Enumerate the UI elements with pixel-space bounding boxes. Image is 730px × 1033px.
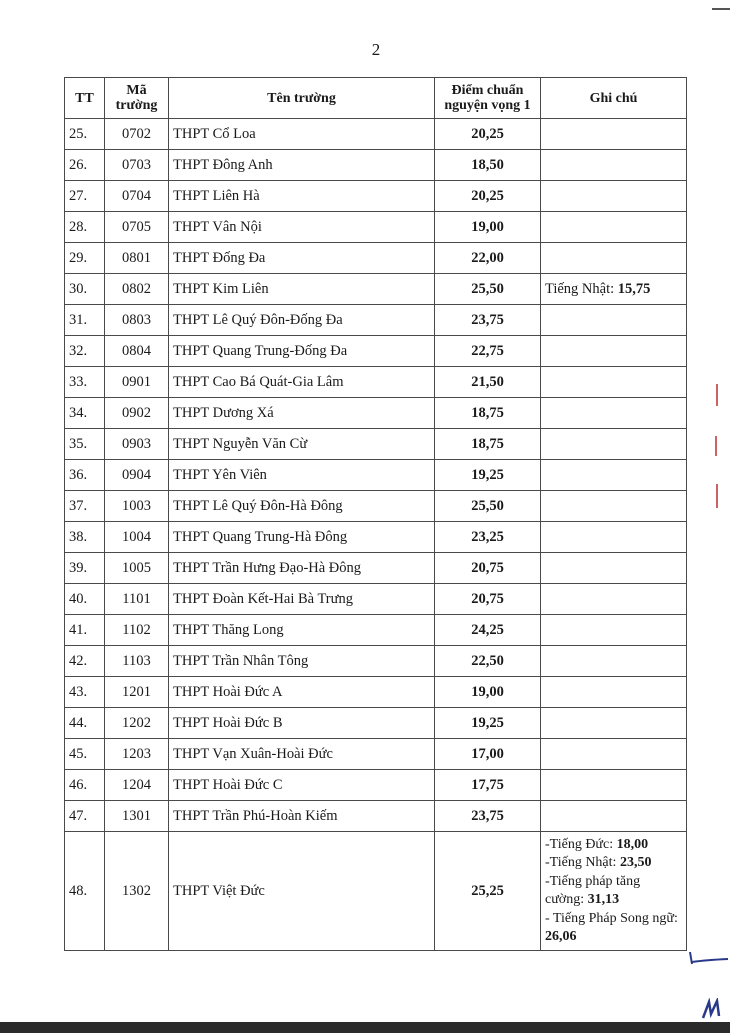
note-line — [545, 836, 682, 855]
cell-tt: 38. — [65, 522, 105, 553]
cell-score: 21,50 — [435, 367, 541, 398]
cell-score: 25,50 — [435, 491, 541, 522]
cell-code: 0903 — [105, 429, 169, 460]
cell-tt: 30. — [65, 274, 105, 305]
cell-note — [541, 522, 687, 553]
cell-name: THPT Lê Quý Đôn-Đống Đa — [169, 305, 435, 336]
cell-name: THPT Quang Trung-Hà Đông — [169, 522, 435, 553]
cell-code: 0705 — [105, 212, 169, 243]
cell-name: THPT Hoài Đức A — [169, 677, 435, 708]
table-row — [65, 584, 687, 615]
cell-tt: 35. — [65, 429, 105, 460]
header-score — [435, 78, 541, 119]
cell-score: 17,00 — [435, 739, 541, 770]
header-code-line2: trường — [115, 98, 158, 113]
cell-code: 1101 — [105, 584, 169, 615]
cell-note — [541, 119, 687, 150]
table-row — [65, 801, 687, 832]
cell-score: 25,50 — [435, 274, 541, 305]
cell-tt: 47. — [65, 801, 105, 832]
cell-code: 0904 — [105, 460, 169, 491]
table-row — [65, 739, 687, 770]
table-row — [65, 770, 687, 801]
cell-code: 1102 — [105, 615, 169, 646]
cell-score: 20,75 — [435, 553, 541, 584]
cell-note — [541, 553, 687, 584]
note-value: 23,50 — [619, 855, 652, 870]
cell-code: 1201 — [105, 677, 169, 708]
header-school-name: Tên trường — [169, 78, 435, 119]
cell-name: THPT Hoài Đức C — [169, 770, 435, 801]
note-value: 15,75 — [617, 280, 651, 297]
cell-code: 1301 — [105, 801, 169, 832]
cell-name: THPT Trần Hưng Đạo-Hà Đông — [169, 553, 435, 584]
note-value: 26,06 — [545, 929, 577, 944]
header-score-line2: nguyện vọng 1 — [444, 98, 531, 113]
cell-note — [541, 429, 687, 460]
note-value: 31,13 — [587, 892, 620, 907]
cell-tt: 36. — [65, 460, 105, 491]
cell-code: 0802 — [105, 274, 169, 305]
cell-score: 19,00 — [435, 677, 541, 708]
cell-tt: 34. — [65, 398, 105, 429]
table-row — [65, 615, 687, 646]
cell-tt: 25. — [65, 119, 105, 150]
cell-score: 20,25 — [435, 119, 541, 150]
cell-tt: 26. — [65, 150, 105, 181]
cell-note — [541, 739, 687, 770]
cell-score: 25,25 — [435, 832, 541, 951]
note-text: -Tiếng Đức: — [545, 836, 617, 852]
cell-name: THPT Hoài Đức B — [169, 708, 435, 739]
note-text: -Tiếng pháp tăng cường: — [545, 873, 641, 907]
cell-code: 0703 — [105, 150, 169, 181]
table-row — [65, 491, 687, 522]
cell-name: THPT Đoàn Kết-Hai Bà Trưng — [169, 584, 435, 615]
cell-score: 18,50 — [435, 150, 541, 181]
table-row — [65, 367, 687, 398]
cell-name: THPT Nguyễn Văn Cừ — [169, 429, 435, 460]
cell-name: THPT Đống Đa — [169, 243, 435, 274]
cell-tt: 39. — [65, 553, 105, 584]
margin-stamp-marks — [712, 384, 722, 514]
cell-score: 24,25 — [435, 615, 541, 646]
header-note: Ghi chú — [541, 78, 687, 119]
cell-code: 0804 — [105, 336, 169, 367]
cell-name: THPT Trần Phú-Hoàn Kiếm — [169, 801, 435, 832]
cell-score: 22,75 — [435, 336, 541, 367]
cell-name: THPT Quang Trung-Đống Đa — [169, 336, 435, 367]
cell-name: THPT Vạn Xuân-Hoài Đức — [169, 739, 435, 770]
cell-note — [541, 491, 687, 522]
cell-note — [541, 150, 687, 181]
note-text: - Tiếng Pháp Song ngữ: — [545, 910, 678, 926]
table-row — [65, 460, 687, 491]
cell-note — [541, 584, 687, 615]
cell-code: 0902 — [105, 398, 169, 429]
table-row-48 — [65, 832, 687, 951]
cell-name: THPT Việt Đức — [169, 832, 435, 951]
header-school-code — [105, 78, 169, 119]
note-line — [545, 873, 682, 910]
cell-tt: 31. — [65, 305, 105, 336]
cell-score: 20,25 — [435, 181, 541, 212]
cell-note — [541, 677, 687, 708]
cell-note — [541, 801, 687, 832]
cell-score: 18,75 — [435, 429, 541, 460]
cell-tt: 43. — [65, 677, 105, 708]
table-row — [65, 150, 687, 181]
cell-score: 18,75 — [435, 398, 541, 429]
table-row — [65, 708, 687, 739]
cell-note — [541, 770, 687, 801]
cell-note — [541, 243, 687, 274]
cell-score: 23,75 — [435, 801, 541, 832]
cell-note — [541, 832, 687, 951]
cell-tt: 32. — [65, 336, 105, 367]
note-line — [545, 910, 682, 947]
cell-tt: 27. — [65, 181, 105, 212]
cell-score: 23,75 — [435, 305, 541, 336]
cell-tt: 44. — [65, 708, 105, 739]
cell-tt: 40. — [65, 584, 105, 615]
cell-tt: 37. — [65, 491, 105, 522]
cell-note — [541, 460, 687, 491]
table-row — [65, 181, 687, 212]
cell-code: 0801 — [105, 243, 169, 274]
table-row — [65, 429, 687, 460]
note-text: -Tiếng Nhật: — [545, 855, 620, 870]
table-row — [65, 119, 687, 150]
cell-code: 0803 — [105, 305, 169, 336]
cell-score: 22,00 — [435, 243, 541, 274]
cell-score: 20,75 — [435, 584, 541, 615]
table-row — [65, 305, 687, 336]
cell-code: 1203 — [105, 739, 169, 770]
cell-name: THPT Cao Bá Quát-Gia Lâm — [169, 367, 435, 398]
cell-tt: 29. — [65, 243, 105, 274]
table-row — [65, 212, 687, 243]
note-line — [545, 854, 682, 873]
cell-note — [541, 274, 687, 305]
cell-name: THPT Lê Quý Đôn-Hà Đông — [169, 491, 435, 522]
cell-name: THPT Trần Nhân Tông — [169, 646, 435, 677]
cell-note — [541, 615, 687, 646]
cell-note — [541, 646, 687, 677]
cell-code: 1204 — [105, 770, 169, 801]
header-score-line1: Điểm chuẩn — [451, 83, 524, 98]
table-row — [65, 553, 687, 584]
cell-name: THPT Thăng Long — [169, 615, 435, 646]
cell-tt: 28. — [65, 212, 105, 243]
cell-code: 1004 — [105, 522, 169, 553]
note-text: Tiếng Nhật: — [545, 280, 618, 297]
cell-code: 1103 — [105, 646, 169, 677]
cell-tt: 46. — [65, 770, 105, 801]
cell-code: 0704 — [105, 181, 169, 212]
cell-code: 1302 — [105, 832, 169, 951]
header-code-line1: Mã — [126, 83, 147, 98]
cell-code: 1005 — [105, 553, 169, 584]
table-row — [65, 274, 687, 305]
initials-mark — [700, 998, 722, 1020]
table-row — [65, 336, 687, 367]
cell-note — [541, 305, 687, 336]
page-number: 2 — [371, 40, 381, 59]
cell-note — [541, 336, 687, 367]
cell-code: 1202 — [105, 708, 169, 739]
cell-name: THPT Kim Liên — [169, 274, 435, 305]
table-row — [65, 243, 687, 274]
cell-score: 22,50 — [435, 646, 541, 677]
cell-note — [541, 181, 687, 212]
table-row — [65, 646, 687, 677]
scan-bottom-edge — [0, 1022, 730, 1033]
scan-edge-mark — [712, 8, 730, 10]
cell-name: THPT Vân Nội — [169, 212, 435, 243]
cell-score: 19,25 — [435, 460, 541, 491]
cell-name: THPT Yên Viên — [169, 460, 435, 491]
header-tt: TT — [65, 78, 105, 119]
cell-score: 17,75 — [435, 770, 541, 801]
admission-score-table — [64, 77, 687, 951]
cell-code: 0901 — [105, 367, 169, 398]
cell-tt: 41. — [65, 615, 105, 646]
signature-stroke — [686, 950, 730, 966]
cell-note — [541, 398, 687, 429]
cell-score: 19,25 — [435, 708, 541, 739]
cell-code: 1003 — [105, 491, 169, 522]
cell-note — [541, 708, 687, 739]
cell-name: THPT Dương Xá — [169, 398, 435, 429]
table-header-row — [65, 78, 687, 119]
table-row — [65, 398, 687, 429]
cell-score: 23,25 — [435, 522, 541, 553]
cell-name: THPT Cổ Loa — [169, 119, 435, 150]
cell-score: 19,00 — [435, 212, 541, 243]
cell-name: THPT Đông Anh — [169, 150, 435, 181]
table-row — [65, 677, 687, 708]
cell-code: 0702 — [105, 119, 169, 150]
cell-name: THPT Liên Hà — [169, 181, 435, 212]
table-row — [65, 522, 687, 553]
cell-note — [541, 367, 687, 398]
cell-tt: 45. — [65, 739, 105, 770]
cell-tt: 42. — [65, 646, 105, 677]
cell-tt: 48. — [65, 832, 105, 951]
cell-tt: 33. — [65, 367, 105, 398]
cell-note — [541, 212, 687, 243]
note-value: 18,00 — [616, 836, 649, 852]
